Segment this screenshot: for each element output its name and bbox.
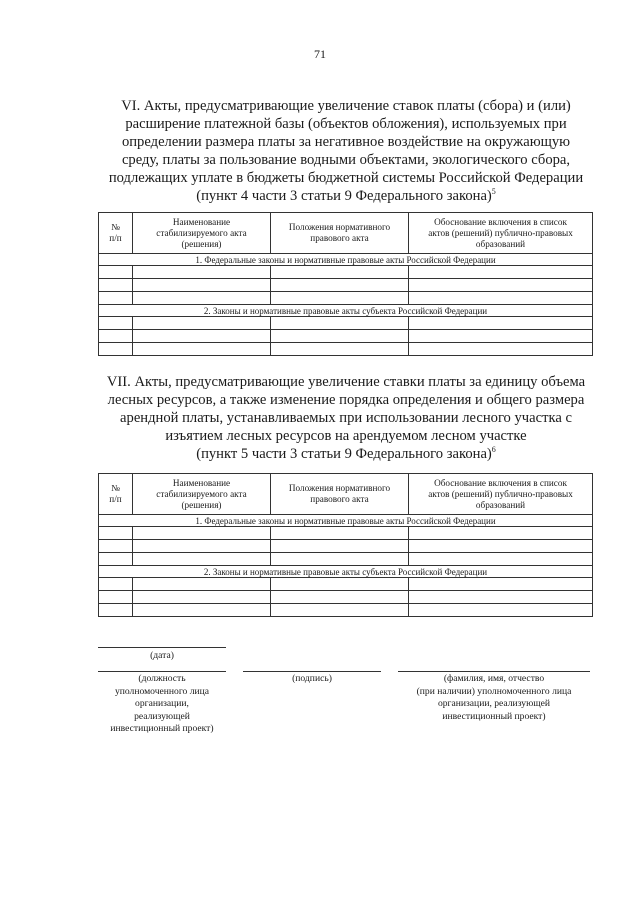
header-provisions-line: Положения нормативного <box>288 222 391 232</box>
table-cell[interactable] <box>99 317 133 330</box>
table-cell[interactable] <box>271 317 409 330</box>
group-row-federal <box>99 254 593 266</box>
table-cell[interactable] <box>133 527 271 540</box>
header-justification-line: Обоснование включения в список <box>434 216 567 227</box>
section-6-title-line <box>98 187 594 205</box>
footnote-mark: 5 <box>491 187 496 196</box>
section-6-table <box>98 212 593 356</box>
table-cell[interactable] <box>271 553 409 566</box>
date-caption-text: (дата) <box>150 650 174 661</box>
header-justification <box>409 213 593 254</box>
table-cell[interactable] <box>99 591 133 604</box>
section-7-title-last: (пункт 5 части 3 статьи 9 Федерального закона) <box>196 446 492 462</box>
header-provisions-line: правового акта <box>310 494 369 504</box>
table-row <box>99 266 593 279</box>
table-cell[interactable] <box>99 527 133 540</box>
table-row <box>99 553 593 566</box>
table-cell[interactable] <box>133 540 271 553</box>
table-cell[interactable] <box>133 292 271 305</box>
table-cell[interactable] <box>271 578 409 591</box>
section-7-title-line: изъятием лесных ресурсов на арендуемом лесном участке <box>165 428 527 444</box>
header-act-name-line: стабилизируемого акта <box>156 488 247 499</box>
table-cell[interactable] <box>99 604 133 617</box>
table-row <box>99 604 593 617</box>
date-caption <box>98 650 226 663</box>
table-cell[interactable] <box>409 578 593 591</box>
header-act-name-line: (решения) <box>181 499 222 510</box>
section-7-title-line: VII. Акты, предусматривающие увеличение ставки платы за единицу объема <box>106 374 586 390</box>
table-cell[interactable] <box>133 553 271 566</box>
table-row <box>99 330 593 343</box>
section-7-title-line <box>98 445 594 463</box>
position-caption-line: уполномоченного лица <box>114 685 210 697</box>
table-row <box>99 292 593 305</box>
header-justification-line: актов (решений) публично-правовых <box>428 488 573 499</box>
section-6-title-line: среду, платы за пользование водными объектами, экологического сбора, <box>121 152 571 168</box>
header-act-name-line: стабилизируемого акта <box>156 227 247 238</box>
position-caption <box>88 673 236 736</box>
position-caption-line: организации, <box>135 698 189 709</box>
group-label-federal: 1. Федеральные законы и нормативные правовые акты Российской Федерации <box>99 515 593 527</box>
group-row-regional <box>99 305 593 317</box>
header-number-line: п/п <box>109 494 122 504</box>
table-row <box>99 279 593 292</box>
section-6-title-line: определении размера платы за негативное воздействие на окружающую <box>121 134 571 150</box>
footnote-mark: 6 <box>491 445 496 454</box>
table-cell[interactable] <box>271 266 409 279</box>
table-cell[interactable] <box>409 292 593 305</box>
section-7-title-line: лесных ресурсов, а также изменение порядка определения и общего размера <box>107 392 585 408</box>
table-cell[interactable] <box>99 266 133 279</box>
header-number-line: п/п <box>109 233 122 243</box>
table-cell[interactable] <box>271 527 409 540</box>
fullname-caption-line: (при наличии) уполномоченного лица <box>416 685 572 697</box>
table-cell[interactable] <box>409 604 593 617</box>
fullname-caption <box>386 673 602 723</box>
header-number-line: № <box>111 483 120 493</box>
header-act-name-line: Наименование <box>172 477 231 488</box>
section-6-title-last: (пункт 4 части 3 статьи 9 Федерального закона) <box>196 188 492 204</box>
header-justification-line: образований <box>475 499 526 510</box>
header-number <box>99 474 133 515</box>
table-cell[interactable] <box>133 578 271 591</box>
table-cell[interactable] <box>99 292 133 305</box>
group-label-regional: 2. Законы и нормативные правовые акты субъекта Российской Федерации <box>99 566 593 578</box>
table-cell[interactable] <box>409 553 593 566</box>
section-6-title <box>98 97 594 205</box>
header-act-name-line: Наименование <box>172 216 231 227</box>
header-act-name <box>133 474 271 515</box>
table-cell[interactable] <box>409 527 593 540</box>
section-7-title <box>98 373 594 463</box>
header-provisions <box>271 474 409 515</box>
table-cell[interactable] <box>271 604 409 617</box>
position-caption-line: реализующей <box>134 710 190 722</box>
table-cell[interactable] <box>133 343 271 356</box>
table-cell[interactable] <box>99 553 133 566</box>
header-number-line: № <box>111 222 120 232</box>
section-6-title-line: расширение платежной базы (объектов обложения), используемых при <box>125 116 567 132</box>
table-cell[interactable] <box>409 317 593 330</box>
group-label-federal: 1. Федеральные законы и нормативные правовые акты Российской Федерации <box>99 254 593 266</box>
table-cell[interactable] <box>271 279 409 292</box>
table-row <box>99 591 593 604</box>
table-cell[interactable] <box>133 266 271 279</box>
header-provisions-line: правового акта <box>310 233 369 243</box>
fullname-caption-line: инвестиционный проект) <box>442 710 546 722</box>
table-cell[interactable] <box>271 591 409 604</box>
group-row-regional <box>99 566 593 578</box>
table-cell[interactable] <box>409 591 593 604</box>
signature-caption <box>243 673 381 686</box>
signature-caption-text: (подпись) <box>292 673 332 684</box>
table-cell[interactable] <box>409 266 593 279</box>
header-act-name-line: (решения) <box>181 238 222 249</box>
table-cell[interactable] <box>133 591 271 604</box>
table-row <box>99 540 593 553</box>
header-justification-line: Обоснование включения в список <box>434 477 567 488</box>
fullname-caption-line: организации, реализующей <box>437 698 551 709</box>
table-row <box>99 578 593 591</box>
section-6-title-line: подлежащих уплате в бюджеты бюджетной системы Российской Федерации <box>108 170 584 186</box>
table-cell[interactable] <box>271 292 409 305</box>
table-cell[interactable] <box>99 330 133 343</box>
table-cell[interactable] <box>133 604 271 617</box>
position-caption-line: инвестиционный проект) <box>110 723 214 734</box>
group-row-federal <box>99 515 593 527</box>
page-number: 71 <box>314 47 326 61</box>
position-caption-line: (должность <box>138 673 186 684</box>
date-line[interactable] <box>98 647 226 648</box>
table-cell[interactable] <box>133 330 271 343</box>
header-provisions <box>271 213 409 254</box>
table-header-row <box>99 213 593 254</box>
table-cell[interactable] <box>409 330 593 343</box>
table-cell[interactable] <box>409 540 593 553</box>
table-cell[interactable] <box>99 578 133 591</box>
table-row <box>99 317 593 330</box>
table-cell[interactable] <box>99 279 133 292</box>
header-act-name <box>133 213 271 254</box>
table-row <box>99 343 593 356</box>
table-cell[interactable] <box>99 540 133 553</box>
fullname-line[interactable] <box>398 671 590 672</box>
table-header-row <box>99 474 593 515</box>
header-justification <box>409 474 593 515</box>
position-line[interactable] <box>98 671 226 672</box>
table-cell[interactable] <box>271 330 409 343</box>
table-cell[interactable] <box>271 343 409 356</box>
header-justification-line: актов (решений) публично-правовых <box>428 227 573 238</box>
header-justification-line: образований <box>475 238 526 249</box>
table-cell[interactable] <box>271 540 409 553</box>
table-cell[interactable] <box>133 317 271 330</box>
header-number <box>99 213 133 254</box>
section-7-table <box>98 473 593 617</box>
table-cell[interactable] <box>409 279 593 292</box>
table-cell[interactable] <box>409 343 593 356</box>
table-row <box>99 527 593 540</box>
section-6-title-line: VI. Акты, предусматривающие увеличение ставок платы (сбора) и (или) <box>121 98 571 114</box>
table-cell[interactable] <box>99 343 133 356</box>
table-cell[interactable] <box>133 279 271 292</box>
header-provisions-line: Положения нормативного <box>288 483 391 493</box>
signature-line[interactable] <box>243 671 381 672</box>
group-label-regional: 2. Законы и нормативные правовые акты субъекта Российской Федерации <box>99 305 593 317</box>
section-7-title-line: арендной платы, устанавливаемых при использовании лесного участка с <box>120 410 572 426</box>
fullname-caption-line: (фамилия, имя, отчество <box>443 673 545 684</box>
